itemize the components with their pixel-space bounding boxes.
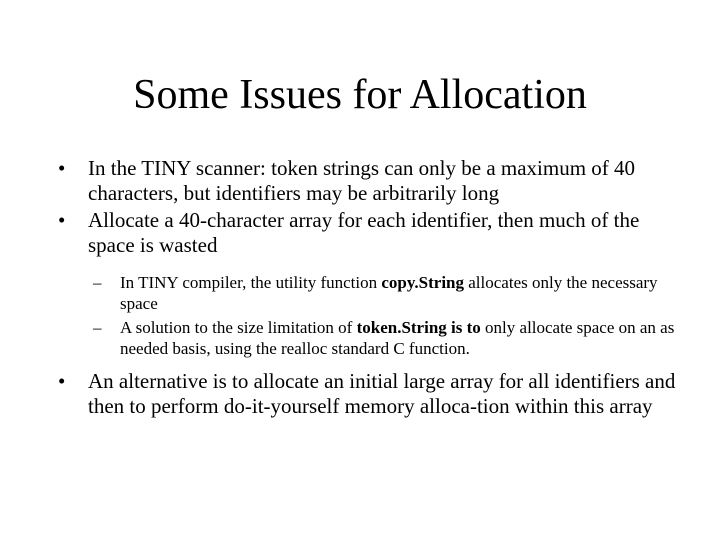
bullet-dot: • <box>58 156 66 180</box>
bullet-text: An alternative is to allocate an initial large array for all identifiers and then to perform do-it-yourself memory alloca-tion within this array <box>88 369 676 418</box>
sub-bullet-dash: – <box>93 318 102 337</box>
sub-bullet-item <box>68 317 678 359</box>
sub-bullet-text-start: In TINY compiler, the utility function <box>120 273 382 292</box>
bullet-text: In the TINY scanner: token strings can only be a maximum of 40 characters, but identifiers may be arbitrarily long <box>88 156 636 205</box>
sub-bullet-list <box>68 272 678 359</box>
slide-title: Some Issues for Allocation <box>133 72 587 118</box>
sub-bullet-item <box>68 272 678 314</box>
bullet-item <box>58 208 678 258</box>
sub-bullet-bold-term: token.String is to <box>356 318 481 337</box>
bullet-dot: • <box>58 208 66 232</box>
sub-bullet-text-end: allocates only the necessary space <box>120 273 658 313</box>
bullet-text: Allocate a 40-character array for each identifier, then much of the space is wasted <box>88 208 640 257</box>
bullet-item <box>58 369 678 419</box>
sub-bullet-dash: – <box>93 273 102 292</box>
sub-bullet-text-start: A solution to the size limitation of <box>120 318 357 337</box>
slide-content <box>58 156 678 421</box>
sub-bullet-text-end: only allocate space on an as needed basis, using the realloc standard C function. <box>120 318 675 358</box>
bullet-item <box>58 156 678 206</box>
sub-bullet-bold-term: copy.String <box>381 273 465 292</box>
bullet-dot: • <box>58 369 66 393</box>
